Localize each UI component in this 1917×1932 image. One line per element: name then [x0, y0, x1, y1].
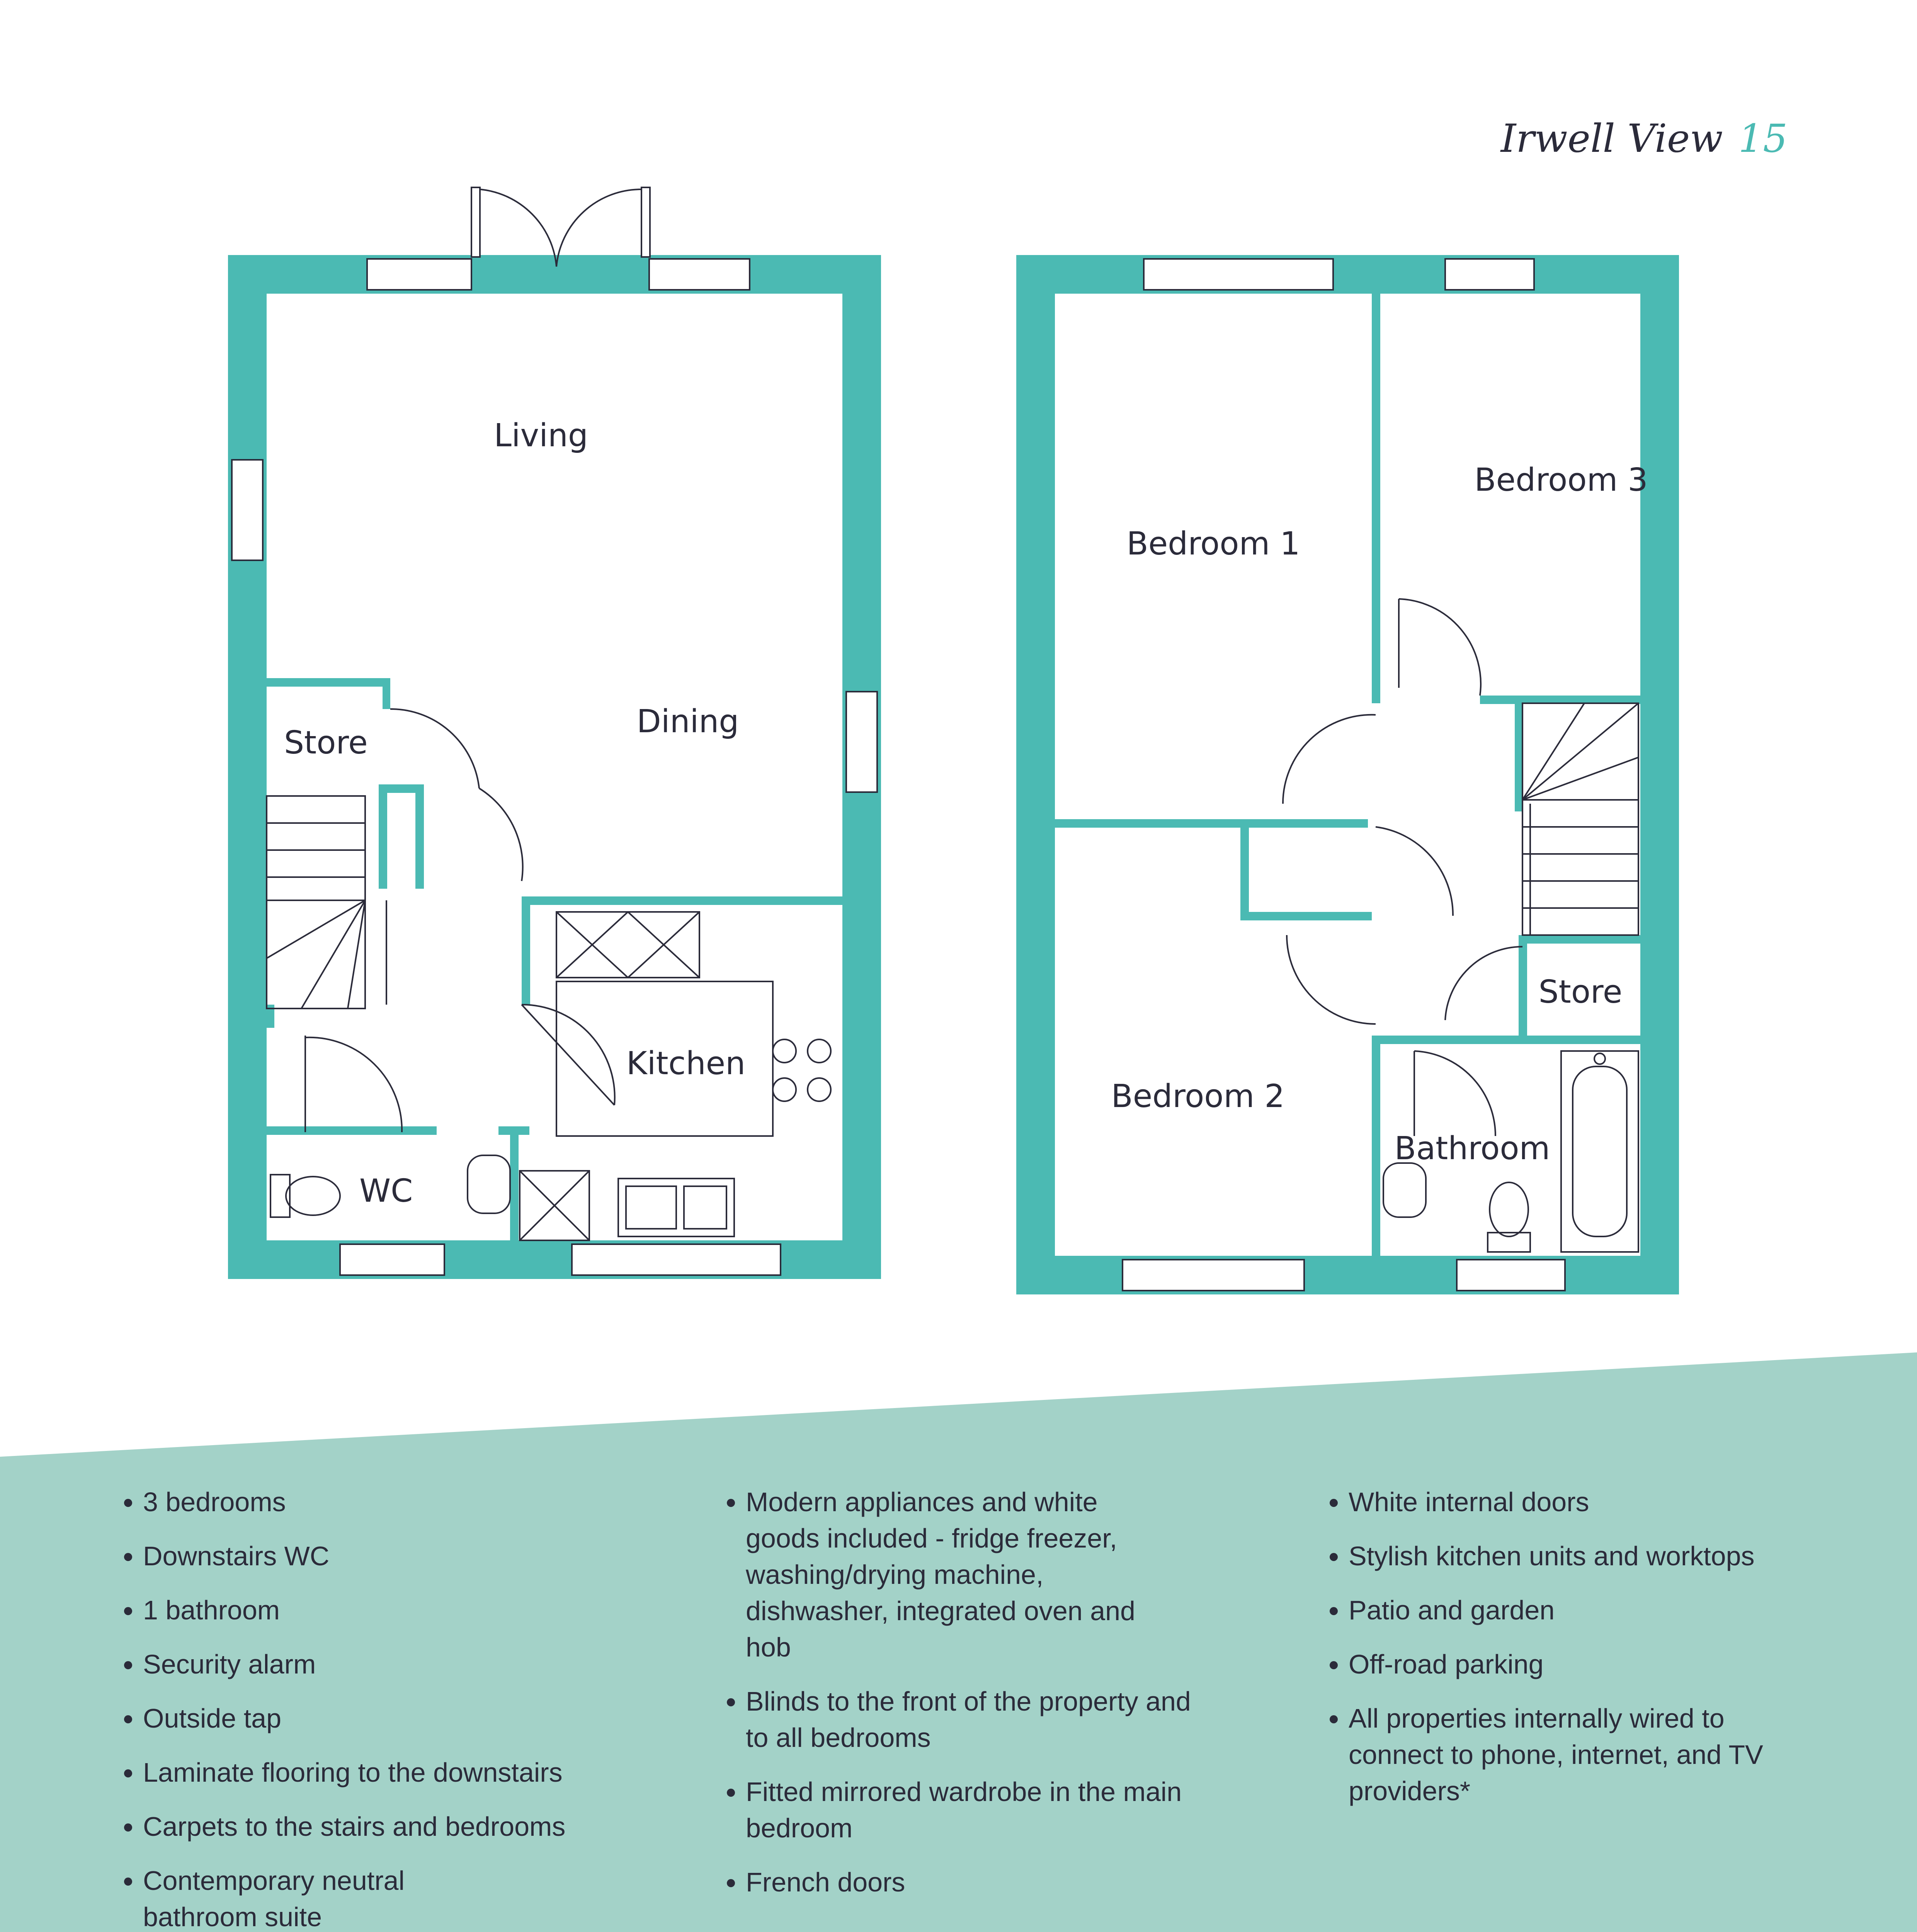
first-floor-plan [1016, 255, 1679, 1294]
ground-floor-fixtures [267, 187, 831, 1240]
feature-item: • Blinds to the front of the property and to all bedrooms [746, 1683, 1209, 1756]
feature-item: • Modern appliances and white goods included - fridge freezer, washing/drying machine, dishwasher, integrated oven and hob [746, 1484, 1179, 1665]
feature-item: • 3 bedrooms [143, 1484, 668, 1520]
ground-floor-windows [232, 259, 877, 1275]
room-label-kitchen: Kitchen [626, 1045, 746, 1082]
features-column-1 [104, 1484, 668, 1932]
page-number: 15 [1738, 116, 1788, 161]
ground-floor-plan [228, 187, 881, 1279]
features-column-2 [707, 1484, 1279, 1918]
room-label-bedroom-2: Bedroom 2 [1111, 1078, 1285, 1115]
feature-item: • Carpets to the stairs and bedrooms [143, 1808, 668, 1845]
room-label-bathroom: Bathroom [1394, 1130, 1550, 1167]
feature-item: • 1 bathroom [143, 1592, 668, 1628]
room-label-store: Store [284, 724, 368, 761]
feature-item: • Laminate flooring to the downstairs [143, 1754, 668, 1791]
development-name: Irwell View [1500, 116, 1723, 161]
features-column-3 [1310, 1484, 1851, 1827]
feature-item: • White internal doors [1349, 1484, 1851, 1520]
feature-item: • Security alarm [143, 1646, 668, 1682]
room-label-bedroom-3: Bedroom 3 [1474, 462, 1648, 498]
feature-item: • Stylish kitchen units and worktops [1349, 1538, 1851, 1574]
ground-floor-walls [228, 255, 881, 1279]
room-label-dining: Dining [636, 703, 739, 740]
feature-item: • Patio and garden [1349, 1592, 1851, 1628]
feature-item: • Contemporary neutral bathroom suite [143, 1862, 491, 1932]
feature-item: • Outside tap [143, 1700, 668, 1736]
first-floor-walls [1016, 255, 1679, 1294]
room-label-wc: WC [359, 1173, 413, 1209]
room-label-bedroom-1: Bedroom 1 [1126, 526, 1300, 562]
feature-item: • Downstairs WC [143, 1538, 668, 1574]
feature-item: • Fitted mirrored wardrobe in the main bedroom [746, 1774, 1194, 1846]
feature-item: • French doors [746, 1864, 1279, 1900]
feature-item: • Off-road parking [1349, 1646, 1851, 1682]
room-label-store-first: Store [1538, 974, 1623, 1010]
feature-item: • All properties internally wired to connect to phone, internet, and TV providers* [1349, 1700, 1793, 1809]
room-label-living: Living [494, 417, 588, 454]
